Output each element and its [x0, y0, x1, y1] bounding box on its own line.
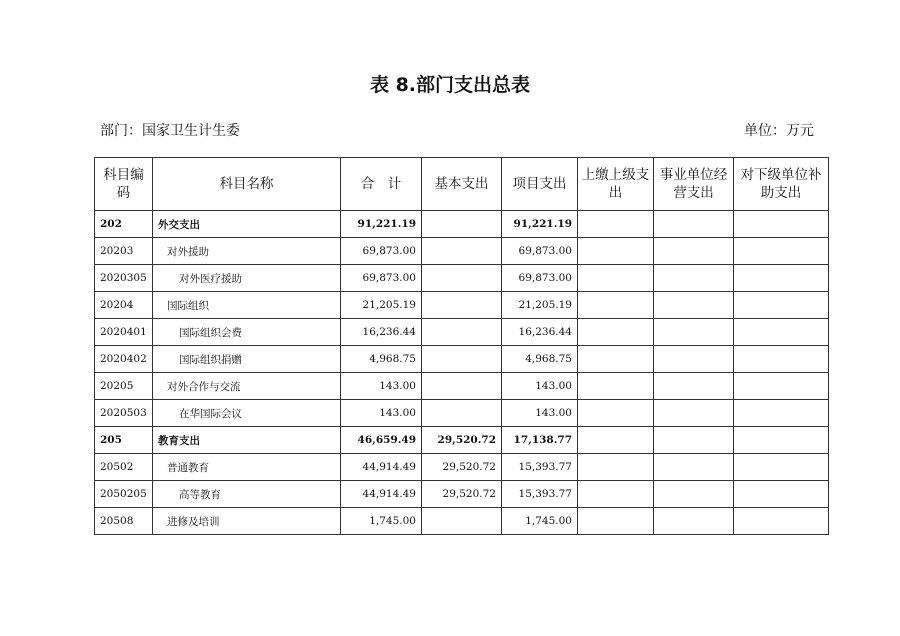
table-row — [95, 265, 829, 292]
cell-name: 外交支出 — [153, 211, 341, 238]
cell-business — [654, 400, 734, 427]
table-row — [95, 238, 829, 265]
cell-total: 1,745.00 — [341, 508, 422, 535]
cell-business — [654, 481, 734, 508]
header-project: 项目支出 — [502, 158, 578, 211]
cell-subsidy — [734, 400, 829, 427]
cell-name: 对外医疗援助 — [153, 265, 341, 292]
cell-code: 2020503 — [95, 400, 153, 427]
cell-basic — [422, 319, 502, 346]
cell-total: 16,236.44 — [341, 319, 422, 346]
cell-total: 143.00 — [341, 373, 422, 400]
cell-project: 143.00 — [502, 400, 578, 427]
cell-basic — [422, 346, 502, 373]
cell-project: 1,745.00 — [502, 508, 578, 535]
cell-subsidy — [734, 265, 829, 292]
table-row — [95, 508, 829, 535]
cell-code: 20204 — [95, 292, 153, 319]
header-business: 事业单位经营支出 — [654, 158, 734, 211]
cell-name: 国际组织 — [153, 292, 341, 319]
table-row — [95, 481, 829, 508]
cell-project: 69,873.00 — [502, 238, 578, 265]
cell-subsidy — [734, 454, 829, 481]
cell-business — [654, 346, 734, 373]
cell-project: 143.00 — [502, 373, 578, 400]
cell-code: 2020401 — [95, 319, 153, 346]
cell-business — [654, 373, 734, 400]
table-row — [95, 292, 829, 319]
cell-code: 2020402 — [95, 346, 153, 373]
table-row — [95, 427, 829, 454]
cell-basic: 29,520.72 — [422, 454, 502, 481]
header-upper: 上缴上级支出 — [578, 158, 654, 211]
cell-project: 15,393.77 — [502, 481, 578, 508]
cell-upper — [578, 373, 654, 400]
cell-basic — [422, 211, 502, 238]
table-row — [95, 346, 829, 373]
cell-project: 21,205.19 — [502, 292, 578, 319]
cell-business — [654, 238, 734, 265]
cell-business — [654, 319, 734, 346]
cell-upper — [578, 346, 654, 373]
table-row — [95, 400, 829, 427]
cell-total: 46,659.49 — [341, 427, 422, 454]
cell-subsidy — [734, 346, 829, 373]
cell-business — [654, 454, 734, 481]
cell-upper — [578, 508, 654, 535]
cell-basic — [422, 292, 502, 319]
unit-label: 单位：万元 — [744, 123, 814, 139]
cell-code: 205 — [95, 427, 153, 454]
cell-name: 对外合作与交流 — [153, 373, 341, 400]
cell-name: 对外援助 — [153, 238, 341, 265]
cell-upper — [578, 481, 654, 508]
expenditure-table — [94, 157, 829, 535]
cell-subsidy — [734, 211, 829, 238]
cell-basic — [422, 265, 502, 292]
cell-upper — [578, 211, 654, 238]
cell-subsidy — [734, 481, 829, 508]
table-header-row — [95, 158, 829, 211]
cell-code: 20205 — [95, 373, 153, 400]
cell-project: 17,138.77 — [502, 427, 578, 454]
cell-project: 15,393.77 — [502, 454, 578, 481]
cell-project: 4,968.75 — [502, 346, 578, 373]
cell-code: 2020305 — [95, 265, 153, 292]
cell-upper — [578, 454, 654, 481]
cell-total: 69,873.00 — [341, 238, 422, 265]
cell-code: 20508 — [95, 508, 153, 535]
table-body — [95, 211, 829, 535]
cell-basic — [422, 373, 502, 400]
cell-business — [654, 427, 734, 454]
header-total: 合 计 — [341, 158, 422, 211]
cell-project: 16,236.44 — [502, 319, 578, 346]
cell-code: 20502 — [95, 454, 153, 481]
cell-name: 进修及培训 — [153, 508, 341, 535]
cell-business — [654, 265, 734, 292]
cell-subsidy — [734, 292, 829, 319]
department-label: 部门：国家卫生计生委 — [100, 123, 240, 139]
header-name: 科目名称 — [153, 158, 341, 211]
cell-subsidy — [734, 319, 829, 346]
cell-basic: 29,520.72 — [422, 481, 502, 508]
cell-project: 69,873.00 — [502, 265, 578, 292]
cell-business — [654, 211, 734, 238]
cell-subsidy — [734, 427, 829, 454]
cell-name: 高等教育 — [153, 481, 341, 508]
table-row — [95, 319, 829, 346]
table-row — [95, 373, 829, 400]
cell-total: 4,968.75 — [341, 346, 422, 373]
cell-name: 在华国际会议 — [153, 400, 341, 427]
header-subsidy: 对下级单位补助支出 — [734, 158, 829, 211]
cell-basic — [422, 238, 502, 265]
cell-basic — [422, 400, 502, 427]
cell-upper — [578, 400, 654, 427]
cell-basic: 29,520.72 — [422, 427, 502, 454]
page-title: 表 8.部门支出总表 — [369, 74, 531, 96]
cell-total: 69,873.00 — [341, 265, 422, 292]
cell-upper — [578, 238, 654, 265]
cell-upper — [578, 427, 654, 454]
header-basic: 基本支出 — [422, 158, 502, 211]
cell-upper — [578, 319, 654, 346]
cell-basic — [422, 508, 502, 535]
table-row — [95, 211, 829, 238]
cell-upper — [578, 292, 654, 319]
cell-code: 20203 — [95, 238, 153, 265]
cell-total: 44,914.49 — [341, 481, 422, 508]
cell-subsidy — [734, 508, 829, 535]
cell-business — [654, 292, 734, 319]
cell-total: 21,205.19 — [341, 292, 422, 319]
cell-total: 44,914.49 — [341, 454, 422, 481]
cell-code: 202 — [95, 211, 153, 238]
table-row — [95, 454, 829, 481]
cell-upper — [578, 265, 654, 292]
cell-name: 国际组织捐赠 — [153, 346, 341, 373]
header-code: 科目编码 — [95, 158, 153, 211]
cell-name: 国际组织会费 — [153, 319, 341, 346]
cell-total: 143.00 — [341, 400, 422, 427]
cell-project: 91,221.19 — [502, 211, 578, 238]
cell-code: 2050205 — [95, 481, 153, 508]
cell-subsidy — [734, 373, 829, 400]
cell-name: 教育支出 — [153, 427, 341, 454]
cell-subsidy — [734, 238, 829, 265]
cell-business — [654, 508, 734, 535]
cell-total: 91,221.19 — [341, 211, 422, 238]
cell-name: 普通教育 — [153, 454, 341, 481]
